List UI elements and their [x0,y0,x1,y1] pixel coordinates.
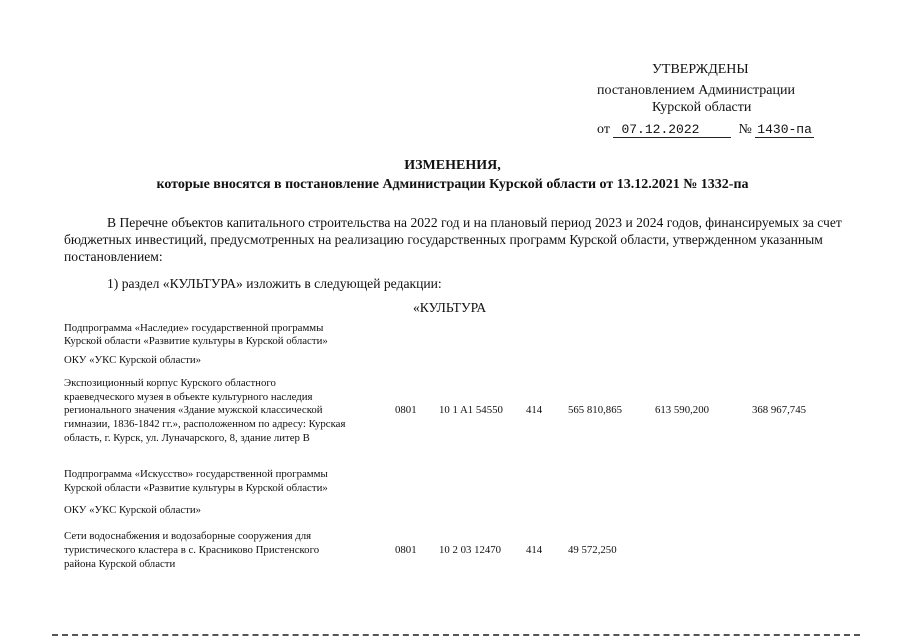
object-1-csr: 10 1 A1 54550 [439,404,503,416]
page-bottom-divider [52,634,860,636]
object-1-line-1: Экспозиционный корпус Курского областного [64,377,276,389]
intro-paragraph: В Перечне объектов капитального строительства на 2022 год и на плановый период 2023 и 2024 годов, финансируемых за счет бюджетных инвестиций, предусмотренных на реализацию государственных программ Курской области, утвержденном указанным постановлением: [64,215,842,264]
object-2-line-2: туристического кластера в с. Красниково Пристенского [64,544,320,556]
object-1-line-5: область, г. Курск, ул. Луначарского, 8, здание литер В [64,432,310,444]
date-prefix: от [597,122,610,137]
object-1-line-2: краеведческого музея в объекте культурного наследия [64,391,313,403]
object-1-value-2023: 613 590,200 [655,404,709,416]
date-value: 07.12.2022 [613,122,731,138]
document-subtitle: которые вносятся в постановление Администрации Курской области от 13.12.2021 № 1332-па [156,177,749,192]
object-1-line-3: регионального значения «Здание мужской классической [64,404,323,416]
object-1-code: 0801 [395,404,417,416]
number-prefix: № [738,122,752,137]
approval-line-1: постановлением Администрации [597,83,795,98]
item-paragraph: 1) раздел «КУЛЬТУРА» изложить в следующей редакции: [107,276,442,291]
subprogram-2-line-2: Курской области «Развитие культуры в Курской области» [64,482,328,494]
subprogram-2-customer: ОКУ «УКС Курской области» [64,504,202,516]
object-1-line-4: гимназии, 1836-1842 гг.», расположенном по адресу: Курская [64,418,346,430]
subprogram-1-line-2: Курской области «Развитие культуры в Курской области» [64,335,328,347]
object-2-line-1: Сети водоснабжения и водозаборные сооружения для [64,530,312,542]
object-2-line-3: района Курской области [64,558,176,570]
subprogram-2-line-1: Подпрограмма «Искусство» государственной программы [64,468,328,480]
object-2-code: 0801 [395,544,417,556]
object-2-csr: 10 2 03 12470 [439,544,502,556]
approval-date-row [597,122,814,138]
approval-line-2: Курской области [652,100,752,115]
subprogram-1-line-1: Подпрограмма «Наследие» государственной программы [64,322,324,334]
object-1-vr: 414 [526,404,543,416]
number-value: 1430-па [757,122,812,137]
document-title: ИЗМЕНЕНИЯ, [404,158,501,173]
object-1-value-2022: 565 810,865 [568,404,622,416]
approval-title: УТВЕРЖДЕНЫ [652,62,749,77]
object-2-value-2022: 49 572,250 [568,544,617,556]
object-1-value-2024: 368 967,745 [752,404,806,416]
section-label: «КУЛЬТУРА [413,300,487,315]
object-2-vr: 414 [526,544,543,556]
subprogram-1-customer: ОКУ «УКС Курской области» [64,354,202,366]
